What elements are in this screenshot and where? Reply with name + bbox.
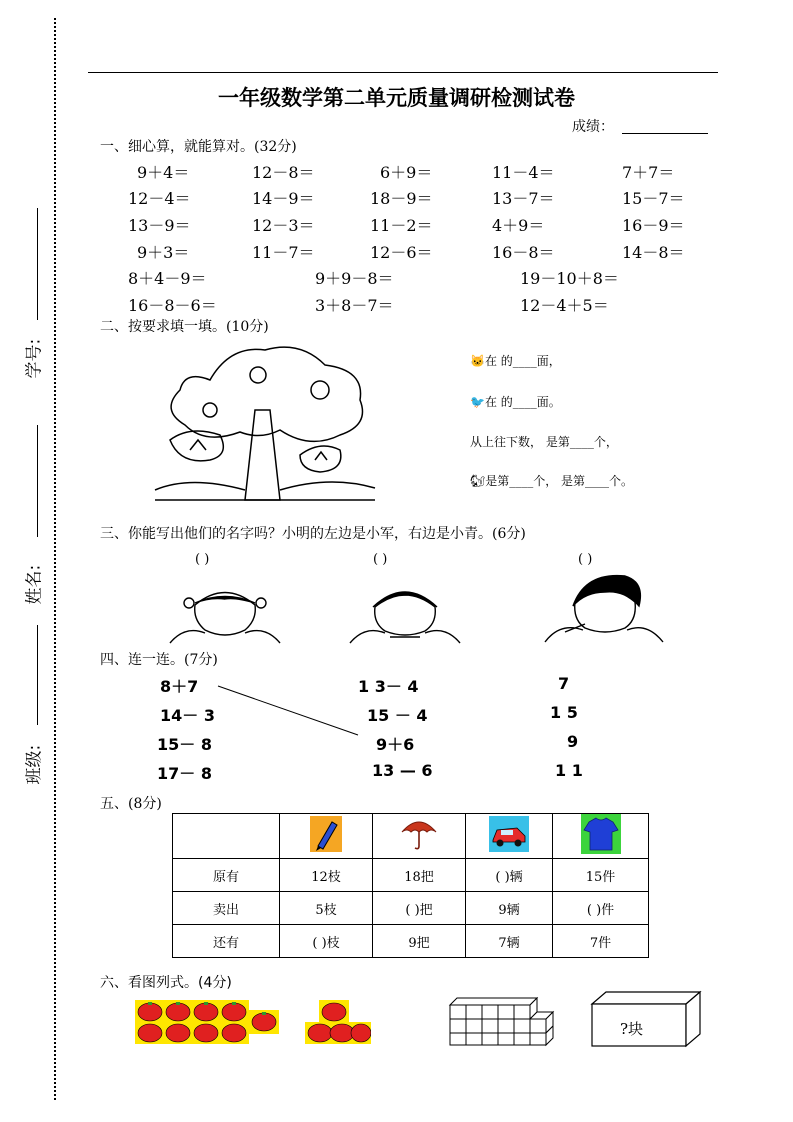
table-corner-cell: [173, 814, 280, 859]
equation: 13－9＝: [128, 216, 191, 235]
match-item[interactable]: 1 5: [550, 703, 578, 722]
equation: 15－7＝: [622, 189, 685, 208]
table-cell: 5枝: [280, 892, 373, 925]
table-cell: 9把: [373, 925, 466, 958]
equation: 8＋4－9＝: [128, 269, 207, 288]
match-item[interactable]: 15 － 4: [367, 706, 428, 725]
section2-line-4: 🐿是第____个， 是第____个。: [470, 474, 634, 488]
class-write-line: [37, 625, 38, 725]
equation: 7＋7＝: [622, 163, 675, 182]
equation: 11－2＝: [370, 216, 433, 235]
row-label: 卖出: [173, 892, 280, 925]
table-cell: 12枝: [280, 859, 373, 892]
equation: 12－8＝: [252, 163, 315, 182]
apples-group-right: [305, 1000, 371, 1046]
match-item[interactable]: 1 3－ 4: [358, 677, 419, 696]
equation: 11－4＝: [492, 163, 555, 182]
table-cell[interactable]: ( )件: [553, 892, 649, 925]
equation: 19－10＋8＝: [520, 269, 619, 288]
bird-icon: 🐦: [470, 395, 485, 409]
section4-heading: 四、连一连。(7分): [100, 652, 218, 668]
sales-table: [172, 813, 649, 958]
name-blank-1[interactable]: ( ): [195, 552, 210, 567]
apple-icon: [222, 1024, 246, 1042]
match-item[interactable]: 9: [567, 732, 579, 751]
section2-heading: 二、按要求填一填。(10分): [100, 319, 269, 335]
apple-icon: [194, 1003, 218, 1021]
score-label: 成绩：: [572, 119, 614, 135]
pencil-header-cell: [280, 814, 373, 859]
row-label: 还有: [173, 925, 280, 958]
mystery-box-label: ?块: [620, 1020, 644, 1038]
example-connect-line: [218, 686, 358, 735]
mystery-box-picture: [590, 990, 702, 1048]
child-middle-picture: [345, 575, 465, 645]
equation: 9＋9－8＝: [315, 269, 394, 288]
cat-icon: 🐱: [470, 354, 485, 368]
match-item[interactable]: 1 1: [555, 761, 583, 780]
equation: 13－7＝: [492, 189, 555, 208]
equation: 12－6＝: [370, 243, 433, 262]
apple-icon: [194, 1024, 218, 1042]
header-rule: [88, 72, 718, 73]
table-cell: 18把: [373, 859, 466, 892]
stacked-blocks-picture: [445, 997, 557, 1047]
section5-heading: 五、(8分): [100, 796, 162, 812]
equation: 16－8＝: [492, 243, 555, 262]
pencil-icon: [310, 816, 342, 852]
car-icon: [489, 816, 529, 852]
row-label: 原有: [173, 859, 280, 892]
apple-icon: [322, 1003, 346, 1021]
match-item[interactable]: 15－ 8: [157, 735, 212, 754]
equation: 6＋9＝: [380, 163, 433, 182]
equation: 16－8－6＝: [128, 296, 217, 315]
name-label: 姓名:: [24, 564, 45, 605]
equation: 11－7＝: [252, 243, 315, 262]
table-cell: 7件: [553, 925, 649, 958]
match-item[interactable]: 9＋6: [376, 735, 415, 754]
match-item[interactable]: 14－ 3: [160, 706, 215, 725]
apple-icon: [138, 1003, 162, 1021]
child-left-picture: [165, 575, 285, 645]
child-right-picture: [535, 572, 665, 644]
section1-heading: 一、细心算，就能算对。(32分): [100, 139, 297, 155]
match-item[interactable]: 13 — 6: [372, 761, 433, 780]
apple-icon: [252, 1013, 276, 1031]
equation: 14－9＝: [252, 189, 315, 208]
section2-line-2: 🐦在 的____面。: [470, 395, 561, 409]
umbrella-header-cell: [373, 814, 466, 859]
equation: 12－4＝: [128, 189, 191, 208]
equation: 4＋9＝: [492, 216, 545, 235]
table-cell[interactable]: ( )枝: [280, 925, 373, 958]
apple-icon: [330, 1024, 354, 1042]
apple-icon: [166, 1003, 190, 1021]
match-item[interactable]: 7: [558, 674, 570, 693]
binding-dotted-line: [54, 18, 56, 1100]
table-row: [173, 925, 649, 958]
equation: 12－4＋5＝: [520, 296, 609, 315]
match-item[interactable]: 8＋7: [160, 677, 199, 696]
equation: 3＋8－7＝: [315, 296, 394, 315]
table-cell: 7辆: [466, 925, 553, 958]
apple-icon: [222, 1003, 246, 1021]
equation: 12－3＝: [252, 216, 315, 235]
squirrel-icon: 🐿: [470, 474, 486, 488]
table-cell[interactable]: ( )辆: [466, 859, 553, 892]
umbrella-icon: [399, 816, 439, 852]
name-write-line: [37, 425, 38, 537]
match-item[interactable]: 17－ 8: [157, 764, 212, 783]
tree-animals-picture: [150, 340, 380, 505]
shirt-icon: [581, 814, 621, 854]
table-cell: 9辆: [466, 892, 553, 925]
page-title: 一年级数学第二单元质量调研检测试卷: [218, 86, 575, 110]
class-label: 班级:: [24, 744, 45, 785]
equation: 9＋3＝: [137, 243, 190, 262]
section2-line-1: 🐱在 的____面，: [470, 354, 561, 368]
equation: 18－9＝: [370, 189, 433, 208]
table-cell: 15件: [553, 859, 649, 892]
equation: 16－9＝: [622, 216, 685, 235]
equation: 14－8＝: [622, 243, 685, 262]
car-header-cell: [466, 814, 553, 859]
section6-heading: 六、看图列式。(4分): [100, 975, 232, 991]
name-blank-3[interactable]: ( ): [578, 552, 593, 567]
score-field[interactable]: [622, 133, 708, 134]
section3-heading: 三、你能写出他们的名字吗？小明的左边是小军，右边是小青。(6分): [100, 526, 526, 542]
table-cell[interactable]: ( )把: [373, 892, 466, 925]
apple-icon: [138, 1024, 162, 1042]
apple-icon: [351, 1024, 371, 1042]
name-blank-2[interactable]: ( ): [373, 552, 388, 567]
apples-group-left: [135, 1000, 280, 1046]
section2-line-3: 从上往下数， 是第____个，: [470, 435, 618, 449]
equation: 9＋4＝: [137, 163, 190, 182]
id-label: 学号:: [24, 338, 45, 379]
id-write-line: [37, 208, 38, 320]
table-row: [173, 859, 649, 892]
table-row: [173, 892, 649, 925]
apple-icon: [166, 1024, 190, 1042]
apple-icon: [308, 1024, 332, 1042]
shirt-header-cell: [553, 814, 649, 859]
